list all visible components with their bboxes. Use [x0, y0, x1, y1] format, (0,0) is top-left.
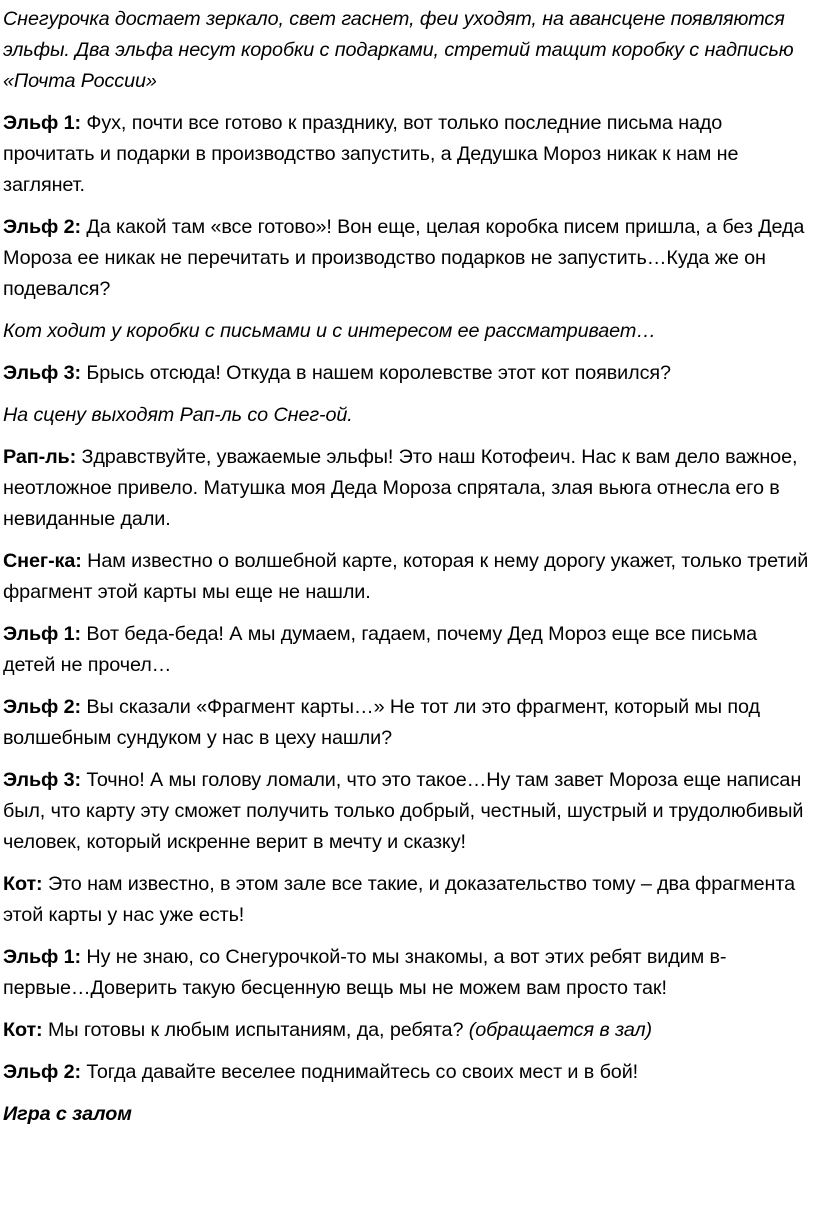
dialogue-line — [3, 442, 810, 535]
stage-aside: (обращается в зал) — [468, 1019, 653, 1041]
dialogue-line — [3, 1015, 810, 1046]
stage-direction: Кот ходит у коробки с письмами и с интересом ее рассматривает… — [3, 320, 656, 342]
dialogue-line — [3, 1057, 810, 1088]
line-text: Вы сказали «Фрагмент карты…» Не тот ли это фрагмент, который мы под волшебным сундуком у нас в цеху нашли? — [3, 696, 760, 749]
speaker-name: Кот: — [3, 873, 43, 895]
line-text: Фух, почти все готово к празднику, вот только последние письма надо прочитать и подарки в производство запустить, а Дедушка Мороз никак к нам не заглянет. — [3, 112, 739, 196]
dialogue-line — [3, 942, 810, 1004]
speaker-name: Снег-ка: — [3, 550, 82, 572]
line-text: Здравствуйте, уважаемые эльфы! Это наш Котофеич. Нас к вам дело важное, неотложное привело. Матушка моя Деда Мороза спрятала, злая вьюга отнесла его в невиданные дали. — [3, 446, 798, 530]
speaker-name: Эльф 2: — [3, 1061, 81, 1083]
line-text: Да какой там «все готово»! Вон еще, целая коробка писем пришла, а без Деда Мороза ее никак не перечитать и производство подарков не запустить…Куда же он подевался? — [3, 216, 805, 300]
line-text: Брысь отсюда! Откуда в нашем королевстве этот кот появился? — [81, 362, 671, 384]
stage-direction: На сцену выходят Рап-ль со Снег-ой. — [3, 404, 353, 426]
dialogue-line — [3, 108, 810, 201]
dialogue-line — [3, 358, 810, 389]
speaker-name: Эльф 3: — [3, 769, 81, 791]
speaker-name: Эльф 1: — [3, 623, 81, 645]
line-text: Это нам известно, в этом зале все такие, и доказательство тому – два фрагмента этой карты у нас уже есть! — [3, 873, 795, 926]
line-text: Вот беда-беда! А мы думаем, гадаем, почему Дед Мороз еще все письма детей не прочел… — [3, 623, 757, 676]
line-text: Тогда давайте веселее поднимайтесь со своих мест и в бой! — [81, 1061, 639, 1083]
speaker-name: Эльф 2: — [3, 216, 81, 238]
line-text: Точно! А мы голову ломали, что это такое…Ну там завет Мороза еще написан был, что карту эту сможет получить только добрый, честный, шустрый и трудолюбивый человек, который искренне верит в мечту и сказку! — [3, 769, 804, 853]
scene-heading: Игра с залом — [3, 1103, 132, 1125]
dialogue-line — [3, 692, 810, 754]
speaker-name: Эльф 1: — [3, 112, 81, 134]
stage-direction: Снегурочка достает зеркало, свет гаснет, феи уходят, на авансцене появляются эльфы. Два эльфа несут коробки с подарками, стретий тащит коробку с надписью «Почта России» — [3, 8, 794, 92]
line-text: Мы готовы к любым испытаниям, да, ребята? — [42, 1019, 469, 1041]
dialogue-line — [3, 869, 810, 931]
speaker-name: Кот: — [3, 1019, 43, 1041]
line-text: Нам известно о волшебной карте, которая к нему дорогу укажет, только третий фрагмент этой карты мы еще не нашли. — [3, 550, 809, 603]
speaker-name: Рап-ль: — [3, 446, 77, 468]
dialogue-line — [3, 546, 810, 608]
dialogue-line — [3, 212, 810, 305]
dialogue-line — [3, 619, 810, 681]
line-text: Ну не знаю, со Снегурочкой-то мы знакомы, а вот этих ребят видим в-первые…Доверить такую бесценную вещь мы не можем вам просто так! — [3, 946, 727, 999]
speaker-name: Эльф 1: — [3, 946, 81, 968]
speaker-name: Эльф 2: — [3, 696, 81, 718]
dialogue-line — [3, 765, 810, 858]
speaker-name: Эльф 3: — [3, 362, 81, 384]
